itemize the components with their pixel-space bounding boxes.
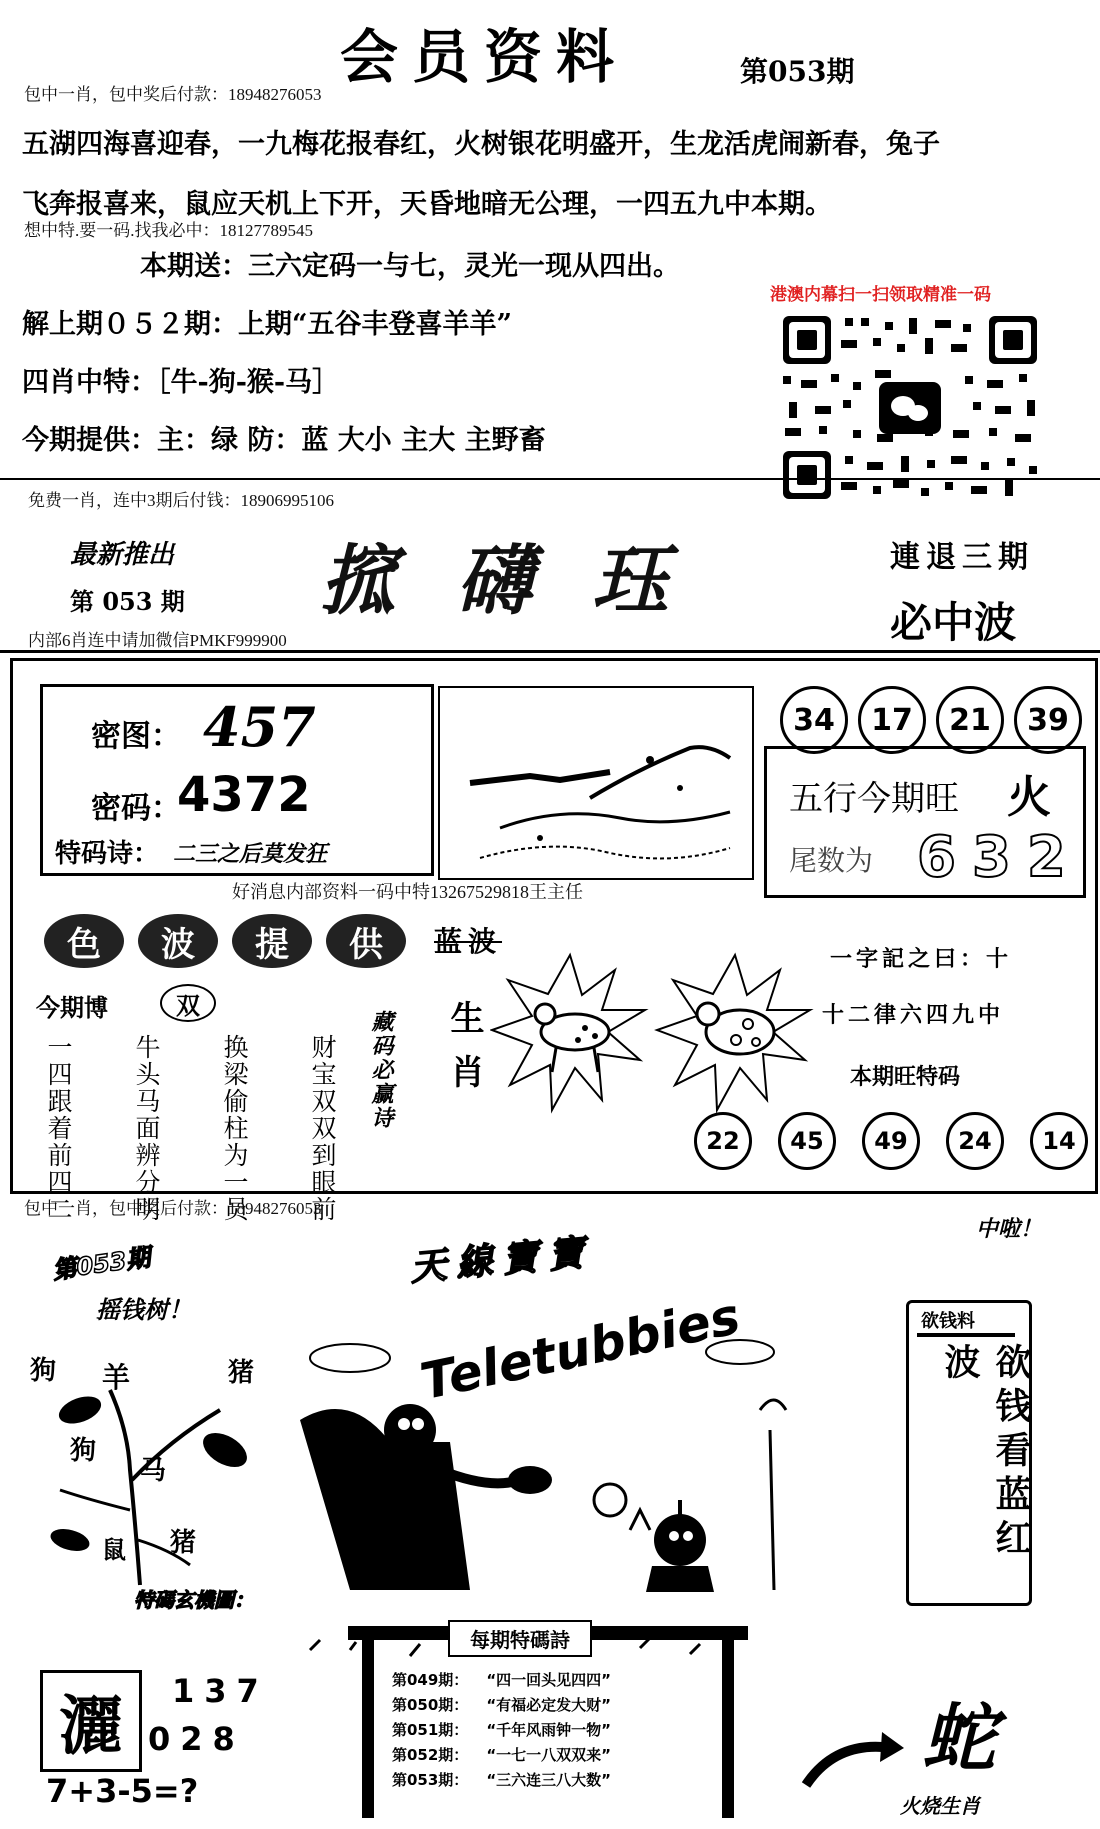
board-row	[392, 1768, 611, 1793]
arrow-icon	[796, 1730, 906, 1790]
board-text: “有福必定发大财”	[486, 1696, 612, 1714]
riddle-label: 特碼玄機圖：	[134, 1588, 254, 1612]
gift-line: 本期送：三六定码一与七，灵光一现从四出。	[140, 251, 680, 282]
divider	[0, 478, 1100, 480]
secret-picture	[438, 686, 754, 880]
qr-code[interactable]	[775, 310, 1045, 505]
riddle-equation: 7+3-5=?	[46, 1772, 199, 1810]
board-issue: 第051期：	[392, 1721, 469, 1739]
money-tree-label: 摇钱树！	[96, 1295, 192, 1324]
ball: 49	[862, 1112, 920, 1170]
zodiac-label: 生肖	[444, 1000, 484, 1108]
ball: 21	[936, 686, 1004, 754]
ball: 39	[1014, 686, 1082, 754]
bet-column: 牛头马面辨分明	[132, 1034, 161, 1223]
ball: 45	[778, 1112, 836, 1170]
secret-code-value: 4372	[177, 767, 311, 823]
board-issue: 第052期：	[392, 1746, 469, 1764]
board-row	[392, 1668, 611, 1693]
page-title: 会员资料	[340, 23, 629, 91]
snake-char: 蛇	[922, 1696, 996, 1782]
banner-issue: 第 053 期	[70, 587, 185, 616]
board-issue: 第053期：	[392, 1771, 469, 1789]
poem-line-1: 五湖四海喜迎春，一九梅花报春红，火树银花明盛开，生龙活虎闹新春，兔子	[22, 129, 940, 160]
blue-wave-label: 蓝波	[434, 925, 503, 958]
hot-balls	[694, 1112, 1088, 1170]
snake-caption: 火烧生肖	[900, 1794, 980, 1818]
issue-number: 第053期	[740, 55, 855, 88]
top-balls	[780, 686, 1082, 754]
board-text: “三六连三八大数”	[486, 1771, 612, 1789]
note-mid: 好消息内部资料一码中特13267529818王主任	[232, 882, 583, 902]
riddle-n1: 137	[172, 1672, 269, 1710]
banner-note-bottom: 内部6肖连中请加微信PMKF999900	[28, 631, 287, 650]
zodiac-stars	[490, 950, 820, 1120]
board-text: “四一回头见四四”	[486, 1671, 612, 1689]
divider	[917, 1333, 1015, 1337]
board-issue: 第049期：	[392, 1671, 469, 1689]
board-row	[392, 1743, 611, 1768]
tree-zodiac: 猪	[228, 1358, 255, 1388]
contact-note-1: 包中一肖，包中奖后付款：18948276053	[24, 85, 322, 104]
bet-column: 财宝双双到眼前	[308, 1034, 337, 1223]
board-issue: 第050期：	[392, 1696, 469, 1714]
contact-note-2: 想中特.要一码.找我必中：18127789545	[24, 221, 313, 240]
banner-title: 搲礴珏	[320, 536, 728, 625]
four-zodiac-line: 四肖中特：［牛-狗-猴-马］	[22, 367, 340, 398]
tree-zodiac: 羊	[102, 1361, 131, 1394]
board-post	[722, 1638, 734, 1818]
teletubbies-logo: Teletubbies	[415, 1286, 745, 1412]
qr-caption: 港澳内幕扫一扫领取精准一码	[770, 285, 991, 305]
bet-label: 今期博	[36, 993, 108, 1022]
secret-code-label: 密码：	[91, 791, 181, 826]
title-char: 波	[138, 914, 218, 968]
side-text: 藏码必赢诗	[368, 1010, 394, 1130]
five-elements-value: 火	[1007, 772, 1051, 823]
tree-zodiac: 狗	[70, 1436, 97, 1466]
tail-label: 尾数为	[789, 844, 874, 877]
bet-column: 换梁偷柱为一员	[220, 1034, 249, 1223]
board-text: “一七一八双双来”	[486, 1746, 612, 1764]
board-list	[392, 1668, 611, 1793]
hot-label: 本期旺特码	[850, 1064, 961, 1090]
riddle-1: 一字記之曰：十	[830, 946, 1013, 972]
bottom-note: 包中一肖，包中奖后付款：18948276053	[24, 1199, 322, 1218]
five-elements-label: 五行今期旺	[789, 779, 959, 819]
bingo-label: 中啦！	[976, 1216, 1043, 1242]
last-issue-line: 解上期０５２期：上期“五谷丰登喜羊羊”	[22, 309, 513, 340]
title-char: 色	[44, 914, 124, 968]
board-row	[392, 1693, 611, 1718]
issue-badge: 第053期	[50, 1243, 152, 1285]
banner-right-bottom: 必中波	[890, 598, 1017, 647]
scroll-box	[906, 1300, 1032, 1606]
board-row	[392, 1718, 611, 1743]
bet-value: 双	[160, 984, 216, 1022]
bet-column: 一四跟着前四二	[44, 1034, 73, 1223]
tree-zodiac: 猪	[170, 1528, 197, 1558]
title-char: 供	[326, 914, 406, 968]
five-elements-box	[764, 746, 1086, 898]
ball: 14	[1030, 1112, 1088, 1170]
board-title: 每期特碼詩	[448, 1620, 592, 1657]
secret-map-value: 457	[203, 695, 316, 759]
poem-line-2: 飞奔报喜来，鼠应天机上下开，天昏地暗无公理，一四五九中本期。	[22, 189, 832, 220]
divider	[0, 650, 1100, 653]
ball: 22	[694, 1112, 752, 1170]
tail-value: 632	[917, 825, 1082, 890]
tree-zodiac: 马	[140, 1456, 167, 1486]
board-text: “千年风雨钟一物”	[486, 1721, 612, 1739]
board-post	[362, 1638, 374, 1818]
banner-right-top: 連退三期	[890, 540, 1034, 575]
scroll-top: 欲钱料	[921, 1311, 975, 1332]
riddle-2: 十二律六四九中	[822, 1002, 1005, 1028]
secret-poem-label: 特码诗：	[55, 839, 160, 869]
riddle-char: 灑	[40, 1670, 142, 1772]
teletubbies-title: 天線寶寶	[408, 1231, 596, 1289]
tree-zodiac: 狗	[30, 1356, 57, 1386]
title-char: 提	[232, 914, 312, 968]
ball: 17	[858, 686, 926, 754]
provide-line: 今期提供：主：绿 防：蓝 大小 主大 主野畜	[22, 425, 546, 456]
zodiac-tree	[20, 1350, 280, 1590]
secret-poem-value: 二三之后莫发狂	[173, 841, 328, 867]
poem-board	[348, 1618, 748, 1818]
secret-box	[40, 684, 434, 876]
banner-left-top: 最新推出	[70, 540, 175, 570]
scroll-text: 欲钱看蓝红波	[939, 1343, 1032, 1563]
color-wave-title	[44, 914, 406, 968]
ball: 34	[780, 686, 848, 754]
riddle-n2: 028	[148, 1720, 245, 1758]
ball: 24	[946, 1112, 1004, 1170]
secret-map-label: 密图：	[91, 719, 181, 754]
tree-zodiac: 鼠	[102, 1535, 126, 1564]
banner-note: 免费一肖，连中3期后付钱：18906995106	[28, 491, 334, 510]
